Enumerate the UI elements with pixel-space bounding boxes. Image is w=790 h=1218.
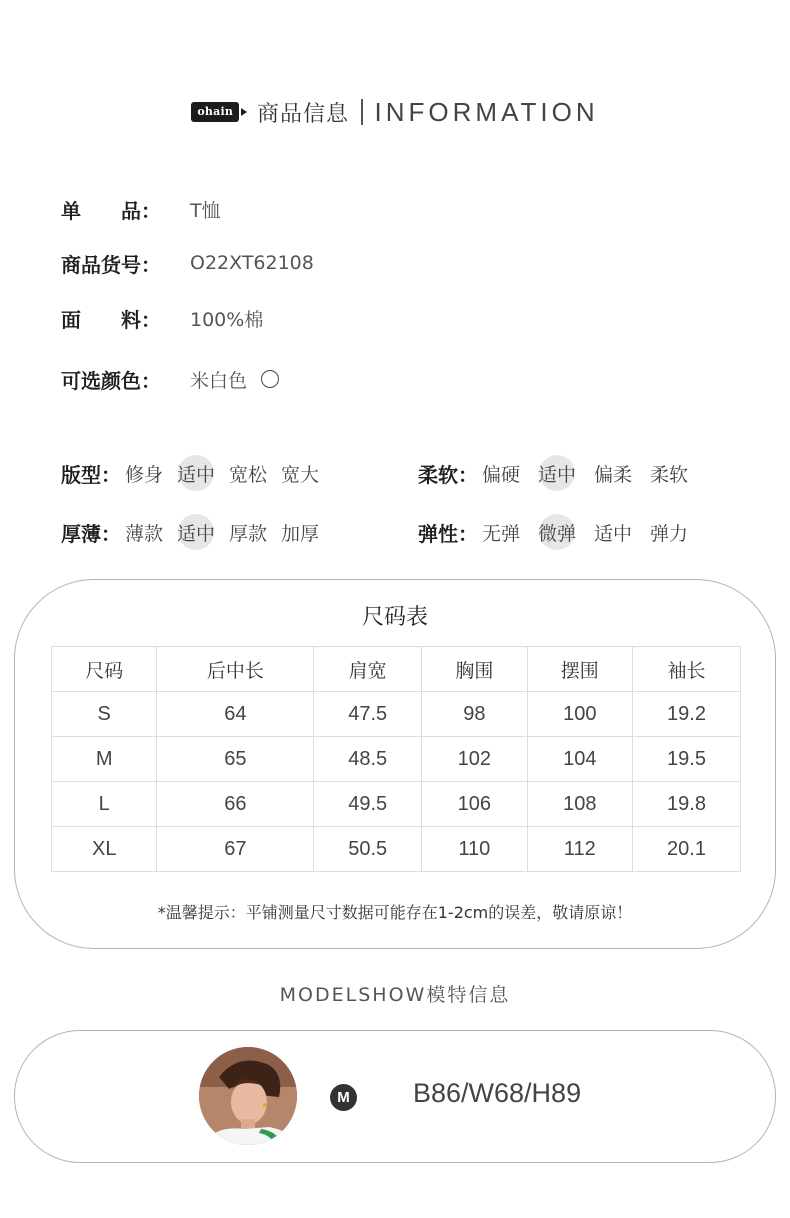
attr-option: 弹力 [650,522,689,545]
brand-logo: ohain [191,102,239,122]
attr-label: 柔软： [418,462,478,487]
attr-option: 加厚 [281,522,320,545]
model-measurements: B86/W68/H89 [413,1078,582,1108]
info-value: O22XT62108 [190,252,314,274]
attr-option-selected: 适中 [538,460,576,487]
info-label: 单 品： [61,198,161,223]
color-name: 米白色 [190,369,248,392]
attr-option: 宽松 [229,463,268,486]
model-size-badge: M [330,1084,357,1111]
table-cell: 104 [527,737,632,782]
table-cell: 112 [527,827,632,872]
attr-option: 厚款 [229,522,268,545]
model-portrait-icon [199,1047,297,1145]
table-header-cell: 摆围 [527,647,632,692]
table-cell: 19.8 [633,782,741,827]
table-cell: 100 [527,692,632,737]
info-value: 100%棉 [190,308,264,331]
table-cell: 47.5 [314,692,422,737]
info-row-fabric [61,303,263,333]
model-avatar [199,1047,297,1145]
table-row [52,782,741,827]
table-header-cell: 胸围 [422,647,527,692]
table-cell: 50.5 [314,827,422,872]
model-panel [14,1030,776,1163]
table-row [52,692,741,737]
attr-label: 弹性： [418,521,478,546]
table-cell: 110 [422,827,527,872]
table-cell: S [52,692,157,737]
attr-elasticity [418,516,702,548]
info-label: 可选颜色： [61,368,161,393]
size-table [51,646,741,872]
info-value-wrap [190,366,279,393]
attr-label: 版型： [61,462,121,487]
table-cell: 106 [422,782,527,827]
table-cell: 108 [527,782,632,827]
attr-option: 柔软 [650,463,689,486]
table-header-cell: 肩宽 [314,647,422,692]
table-cell: 19.2 [633,692,741,737]
table-cell: 66 [157,782,314,827]
table-header-cell: 尺码 [52,647,157,692]
header-title-cn: 商品信息 [257,101,350,127]
info-label: 面 料： [61,307,161,332]
attr-option-selected: 适中 [177,460,215,487]
attr-option: 适中 [594,522,633,545]
section-header [0,92,790,132]
attr-option: 薄款 [125,522,164,545]
attr-label: 厚薄： [61,521,121,546]
table-cell: 64 [157,692,314,737]
attr-option: 修身 [125,463,164,486]
info-row-color [61,364,279,394]
info-row-item [61,194,221,224]
header-title-en: INFORMATION [374,96,599,127]
model-section-title: MODELSHOW模特信息 [279,984,511,1006]
table-cell: 49.5 [314,782,422,827]
table-cell: 98 [422,692,527,737]
attr-fit [61,457,333,489]
attr-softness [418,457,702,489]
table-header-cell: 后中长 [157,647,314,692]
attr-option: 宽大 [281,463,320,486]
attr-thickness [61,516,333,548]
attr-option: 偏柔 [594,463,633,486]
header-divider [361,99,363,125]
measurement-note: *温馨提示：平铺测量尺寸数据可能存在1-2cm的误差，敬请原谅！ [157,903,633,922]
table-cell: XL [52,827,157,872]
table-cell: 102 [422,737,527,782]
attr-option-selected: 微弹 [538,519,576,546]
table-cell: L [52,782,157,827]
size-chart-title: 尺码表 [361,605,428,630]
table-cell: 65 [157,737,314,782]
brand-arrow-icon [241,108,247,116]
table-row [52,827,741,872]
table-cell: 48.5 [314,737,422,782]
table-cell: 19.5 [633,737,741,782]
table-cell: 67 [157,827,314,872]
attr-option: 偏硬 [482,463,521,486]
table-header-cell: 袖长 [633,647,741,692]
attr-option: 无弹 [482,522,521,545]
attr-option-selected: 适中 [177,519,215,546]
table-cell: M [52,737,157,782]
color-swatch-icon [261,370,279,388]
table-header-row [52,647,741,692]
info-row-sku [61,248,314,278]
info-label: 商品货号： [61,252,161,277]
info-value: T恤 [190,199,221,222]
table-cell: 20.1 [633,827,741,872]
table-row [52,737,741,782]
